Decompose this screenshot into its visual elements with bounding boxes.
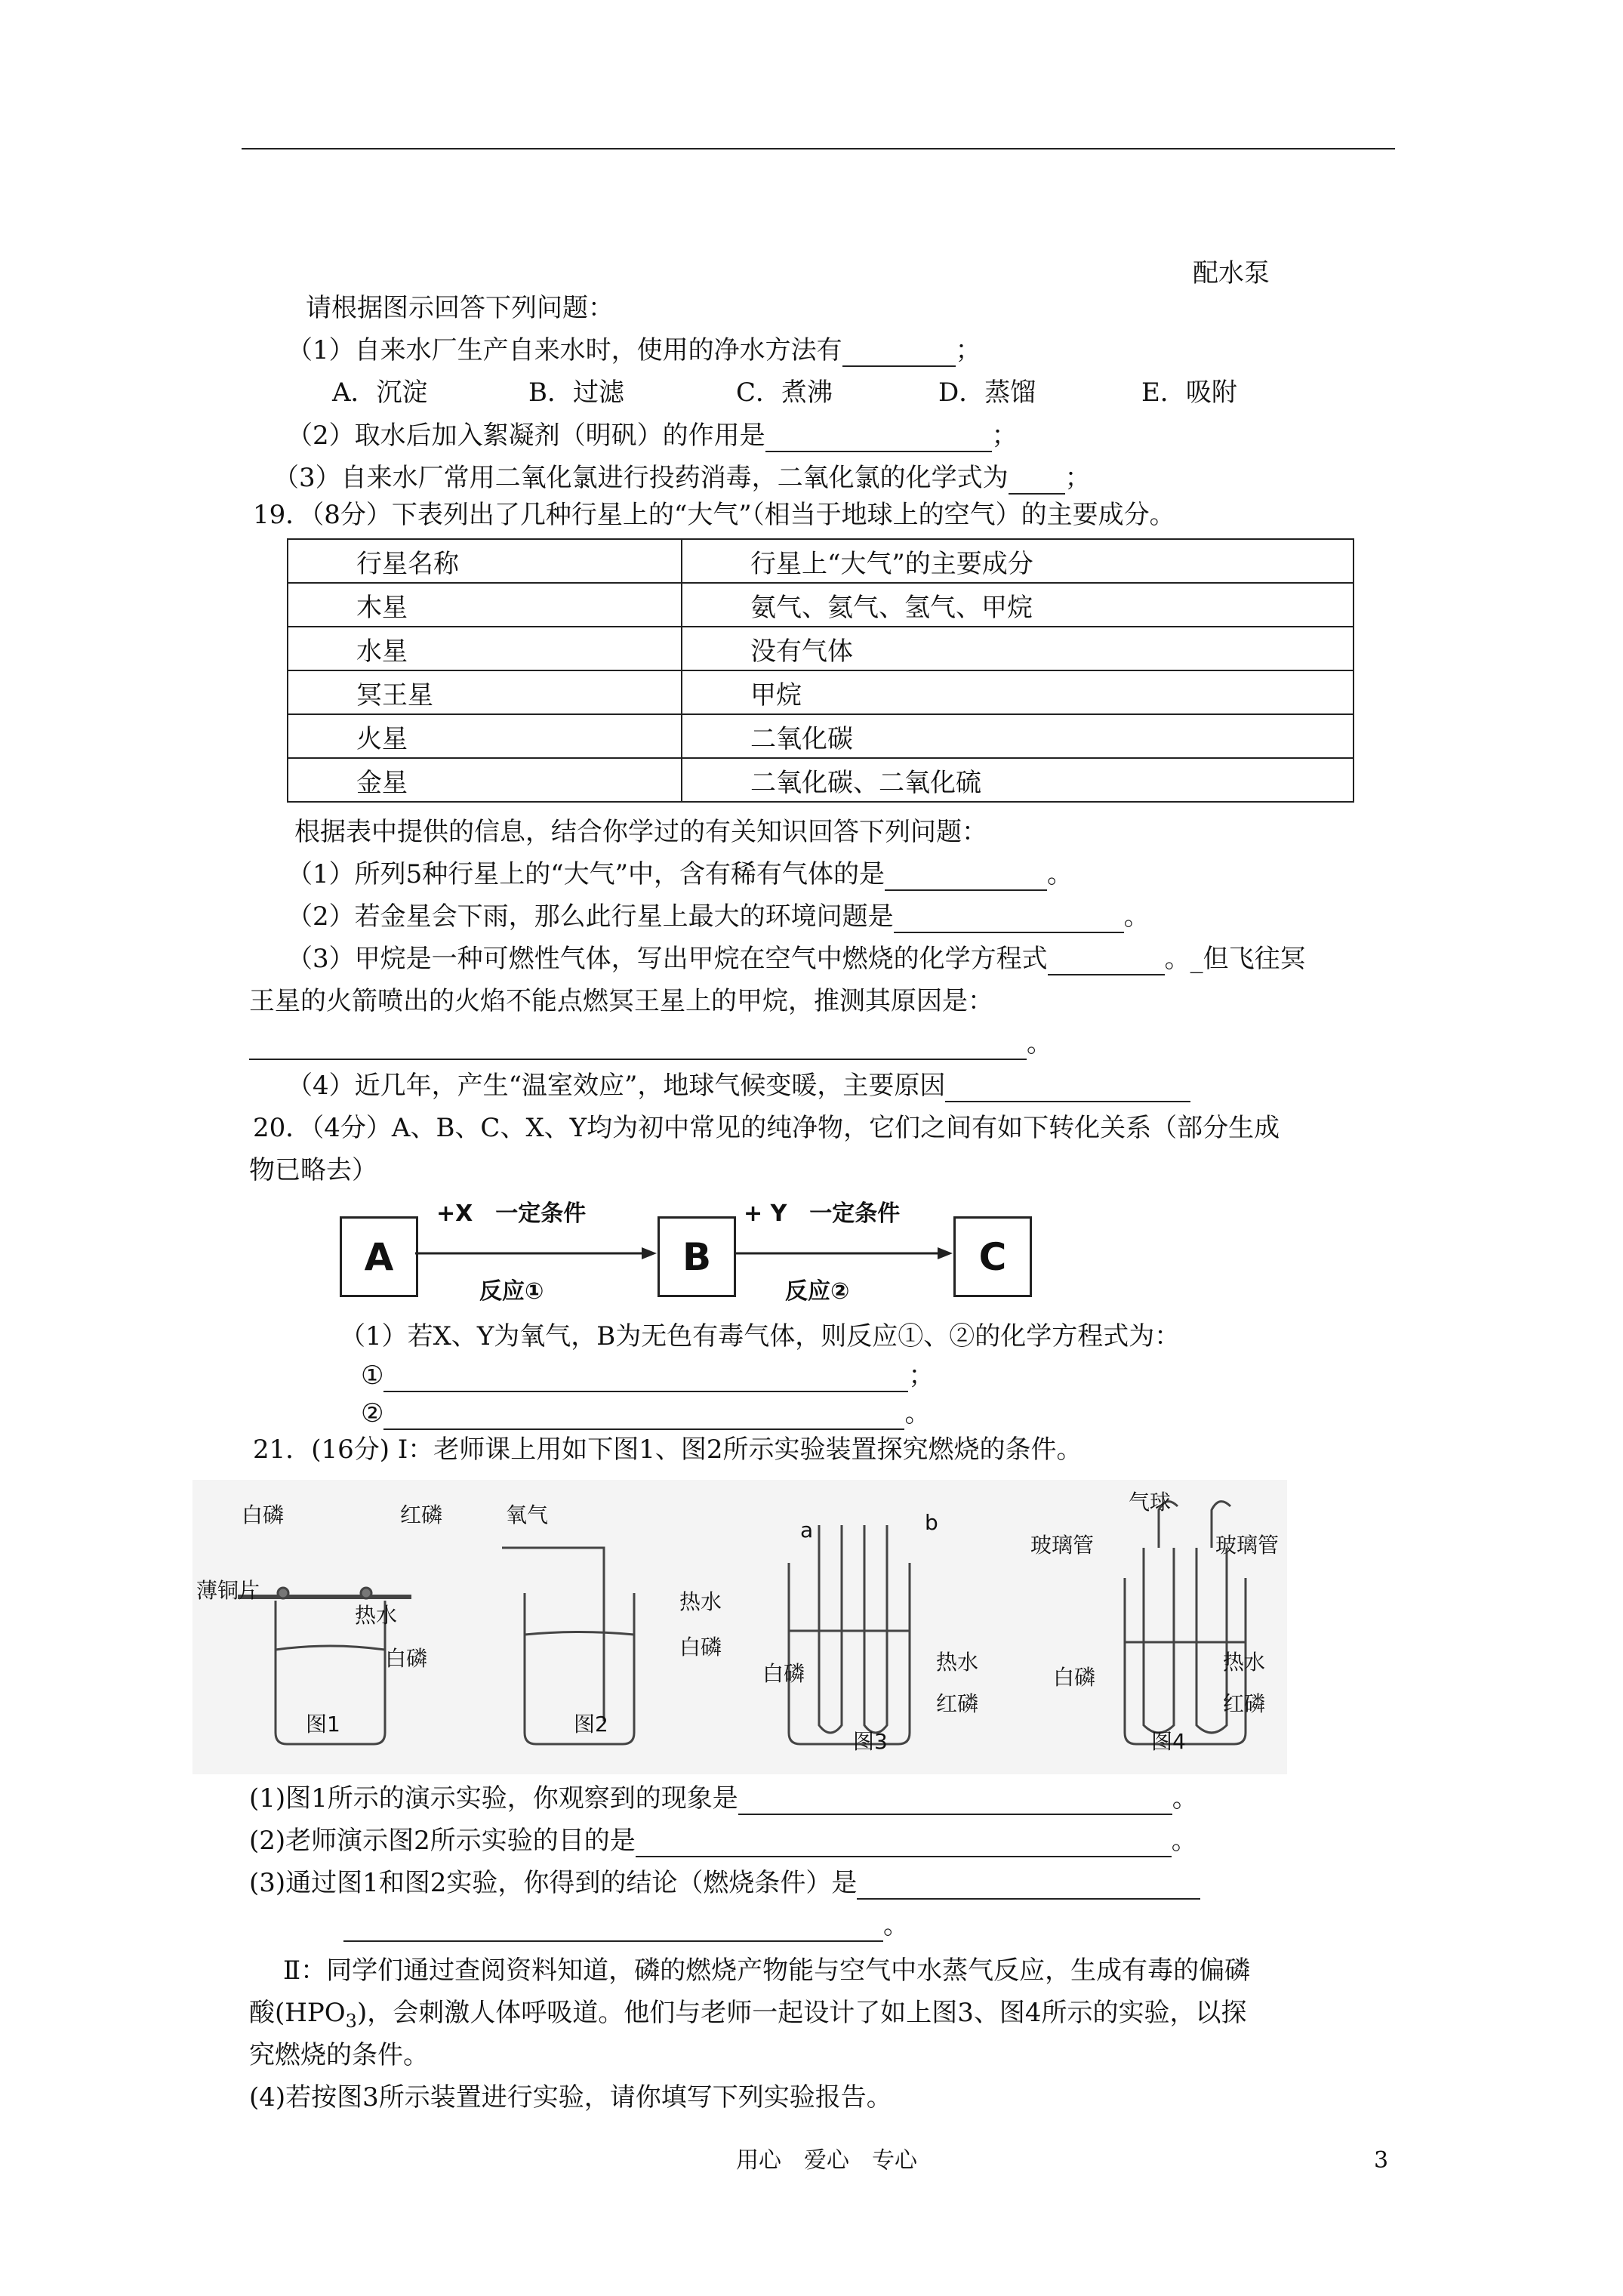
q19-part2-text: （2）若金星会下雨，那么此行星上最大的环境问题是	[287, 901, 894, 932]
answer-blank[interactable]	[343, 1916, 883, 1942]
answer-blank[interactable]	[383, 1367, 908, 1392]
fig4-label: 热水	[1223, 1650, 1266, 1675]
fig4-label: 白磷	[1053, 1665, 1096, 1690]
answer-blank[interactable]	[636, 1832, 1172, 1857]
q19-part2	[287, 900, 1150, 933]
fig1-label: 红磷	[400, 1502, 443, 1527]
arrow2-bottom-label: 反应②	[785, 1278, 850, 1305]
arrow1-bottom-label: 反应①	[479, 1278, 544, 1305]
table-row	[288, 758, 1354, 802]
q21-part3	[249, 1866, 1200, 1900]
q21-part2-text: (2)老师演示图2所示实验的目的是	[249, 1826, 636, 1856]
table-header-cell: 行星上“大气”的主要成分	[682, 539, 1354, 583]
q18-part3	[273, 461, 1091, 495]
fig3-caption: 图3	[853, 1729, 888, 1754]
q21-section2-text-a: 酸(HPO	[249, 1998, 346, 2028]
q21-part3-line2-end: 。	[883, 1910, 909, 1940]
q20-title-line1: 20．（4分）A、B、C、X、Y均为初中常见的纯净物，它们之间有如下转化关系（部分生成	[253, 1113, 1280, 1143]
answer-blank[interactable]	[885, 865, 1047, 891]
answer-blank[interactable]	[738, 1789, 1172, 1815]
fig3-label: b	[925, 1510, 938, 1535]
planet-atmosphere-table	[287, 538, 1354, 803]
q20-title-line2: 物已略去）	[249, 1155, 377, 1185]
fig3-beaker	[789, 1563, 910, 1744]
table-row	[288, 583, 1354, 627]
q18-option-c: C．煮沸	[736, 378, 833, 408]
equation-1-end: ；	[908, 1361, 935, 1391]
arrow2-top-label: + Y 一定条件	[744, 1200, 901, 1227]
box-b: B	[658, 1216, 736, 1297]
fig1-caption: 图1	[306, 1712, 340, 1737]
q18-intro: 请根据图示回答下列问题：	[306, 293, 614, 323]
q19-part3-line2: 王星的火箭喷出的火焰不能点燃冥王星上的甲烷，推测其原因是：	[249, 986, 993, 1016]
answer-blank[interactable]	[945, 1077, 1190, 1102]
q18-part1-text: （1）自来水厂生产自来水时，使用的净水方法有	[287, 335, 842, 365]
answer-blank[interactable]	[842, 341, 956, 367]
q21-title: 21．(16分) I：老师课上用如下图1、图2所示实验装置探究燃烧的条件。	[253, 1435, 1083, 1465]
q21-section2-text-b: )，会刺激人体呼吸道。他们与老师一起设计了如上图3、图4所示的实验，以探	[356, 1998, 1247, 2028]
table-cell: 没有气体	[682, 627, 1354, 670]
table-cell: 木星	[288, 583, 682, 627]
q21-part3-line2	[343, 1909, 909, 1942]
table-row	[288, 627, 1354, 670]
arrowhead-1	[642, 1247, 657, 1259]
q18-part1	[287, 334, 981, 367]
equation-2-end: 。	[904, 1398, 931, 1428]
footer-motto: 用心 爱心 专心	[736, 2147, 917, 2174]
q18-option-e: E．吸附	[1141, 378, 1237, 408]
q19-part3-end: 。_但飞往冥	[1164, 944, 1306, 974]
q19-part4	[287, 1069, 1190, 1102]
q19-after-text: 根据表中提供的信息，结合你学过的有关知识回答下列问题：	[294, 817, 987, 847]
q18-part2-end: ；	[991, 421, 1018, 451]
table-row	[288, 714, 1354, 758]
q20-part1: （1）若X、Y为氧气，B为无色有毒气体，则反应①、②的化学方程式为：	[340, 1321, 1181, 1351]
equation-1-marker: ①	[361, 1361, 384, 1391]
answer-blank[interactable]	[1048, 950, 1165, 975]
answer-blank[interactable]	[894, 908, 1124, 933]
table-cell: 金星	[288, 758, 682, 802]
q21-part2-end: 。	[1171, 1826, 1197, 1856]
q18-part3-end: ；	[1064, 463, 1091, 493]
fig3-label: a	[800, 1518, 814, 1542]
q19-part1	[287, 858, 1073, 891]
fig1-water-level	[276, 1646, 385, 1650]
table-header-row	[288, 539, 1354, 583]
table-cell: 氨气、氦气、氢气、甲烷	[682, 583, 1354, 627]
fig4-label: 气球	[1129, 1490, 1172, 1515]
q21-part2	[249, 1824, 1197, 1857]
box-a: A	[340, 1216, 418, 1297]
fig2-caption: 图2	[574, 1712, 608, 1737]
q19-part3-line3-end: 。	[1027, 1028, 1052, 1059]
fig1-red-phosphorus	[361, 1588, 371, 1598]
fig4-test-tube-left	[1144, 1548, 1174, 1733]
q21-section2-line2	[249, 1996, 1246, 2038]
table-header-cell: 行星名称	[288, 539, 682, 583]
fig4-test-tube-right	[1196, 1548, 1227, 1733]
arrowhead-2	[938, 1247, 953, 1259]
box-c: C	[953, 1216, 1032, 1297]
fig3-label: 热水	[936, 1650, 979, 1675]
q21-part1	[249, 1782, 1198, 1815]
fig3-test-tube-a	[819, 1525, 842, 1733]
q19-part2-end: 。	[1123, 901, 1150, 932]
fig2-label: 热水	[679, 1589, 722, 1614]
header-rule	[242, 148, 1395, 149]
q21-part3-text: (3)通过图1和图2实验，你得到的结论（燃烧条件）是	[249, 1868, 858, 1898]
q19-part4-text: （4）近几年，产生“温室效应”，地球气候变暖，主要原因	[287, 1071, 946, 1101]
table-cell: 二氧化碳、二氧化硫	[682, 758, 1354, 802]
equation-2-marker: ②	[361, 1398, 384, 1428]
table-cell: 二氧化碳	[682, 714, 1354, 758]
answer-blank[interactable]	[383, 1404, 904, 1430]
q19-part3-line1	[287, 942, 1306, 975]
fig3-label: 红磷	[936, 1691, 979, 1716]
table-cell: 火星	[288, 714, 682, 758]
fig4-label: 玻璃管	[1030, 1533, 1095, 1558]
table-cell: 冥王星	[288, 670, 682, 714]
q21-part1-end: 。	[1172, 1783, 1198, 1814]
q18-option-b: B．过滤	[528, 378, 624, 408]
q20-equation-2	[361, 1397, 930, 1430]
table-row	[288, 670, 1354, 714]
q18-part3-text: （3）自来水厂常用二氧化氯进行投药消毒，二氧化氯的化学式为	[273, 463, 1009, 493]
fig1-label: 薄铜片	[196, 1578, 260, 1603]
fig3-label: 白磷	[762, 1661, 805, 1686]
fig3-test-tube-b	[864, 1525, 887, 1733]
q18-option-d: D．蒸馏	[938, 378, 1036, 408]
fig2-label: 氧气	[506, 1502, 549, 1527]
q18-part1-end: ；	[955, 335, 981, 365]
fig4-caption: 图4	[1151, 1729, 1186, 1754]
fig1-white-phosphorus	[278, 1588, 288, 1598]
q18-part2	[287, 419, 1018, 452]
q21-part1-text: (1)图1所示的演示实验，你观察到的现象是	[249, 1783, 738, 1814]
q19-part1-end: 。	[1047, 859, 1073, 889]
header-right-label: 配水泵	[1193, 258, 1270, 288]
fig2-water-level	[525, 1632, 634, 1635]
q18-option-a: A．沉淀	[332, 378, 428, 408]
fig2-oxygen-tube	[502, 1548, 604, 1721]
answer-blank[interactable]	[1009, 469, 1065, 495]
fig1-label: 白磷	[242, 1502, 285, 1527]
q19-part3-line3	[249, 1027, 1052, 1060]
answer-blank[interactable]	[857, 1874, 1200, 1900]
q21-part4: (4)若按图3所示装置进行实验，请你填写下列实验报告。	[249, 2082, 892, 2113]
fig2-label: 白磷	[679, 1635, 722, 1660]
q20-equation-1	[361, 1359, 934, 1392]
table-cell: 甲烷	[682, 670, 1354, 714]
q19-part1-text: （1）所列5种行星上的“大气”中，含有稀有气体的是	[287, 859, 885, 889]
fig4-label: 玻璃管	[1215, 1533, 1280, 1558]
table-cell: 水星	[288, 627, 682, 670]
q21-section2-line1: Ⅱ：同学们通过查阅资料知道，磷的燃烧产物能与空气中水蒸气反应，生成有毒的偏磷	[283, 1955, 1251, 1986]
q19-title: 19．（8分）下表列出了几种行星上的“大气”（相当于地球上的空气）的主要成分。	[253, 500, 1175, 530]
fig4-label: 红磷	[1223, 1691, 1266, 1716]
q21-section2-subscript: 3	[345, 2010, 357, 2032]
q18-part2-text: （2）取水后加入絮凝剂（明矾）的作用是	[287, 421, 765, 451]
answer-blank[interactable]	[249, 1034, 1027, 1060]
q19-part3-text: （3）甲烷是一种可燃性气体，写出甲烷在空气中燃烧的化学方程式	[287, 944, 1048, 974]
arrow1-top-label: +X 一定条件	[436, 1200, 587, 1227]
reaction-arrows	[415, 1238, 959, 1268]
q21-section2-line3: 究燃烧的条件。	[249, 2040, 429, 2070]
page-number: 3	[1374, 2147, 1389, 2174]
fig1-label: 白磷	[385, 1646, 428, 1671]
answer-blank[interactable]	[765, 427, 992, 452]
fig1-label: 热水	[355, 1603, 398, 1628]
